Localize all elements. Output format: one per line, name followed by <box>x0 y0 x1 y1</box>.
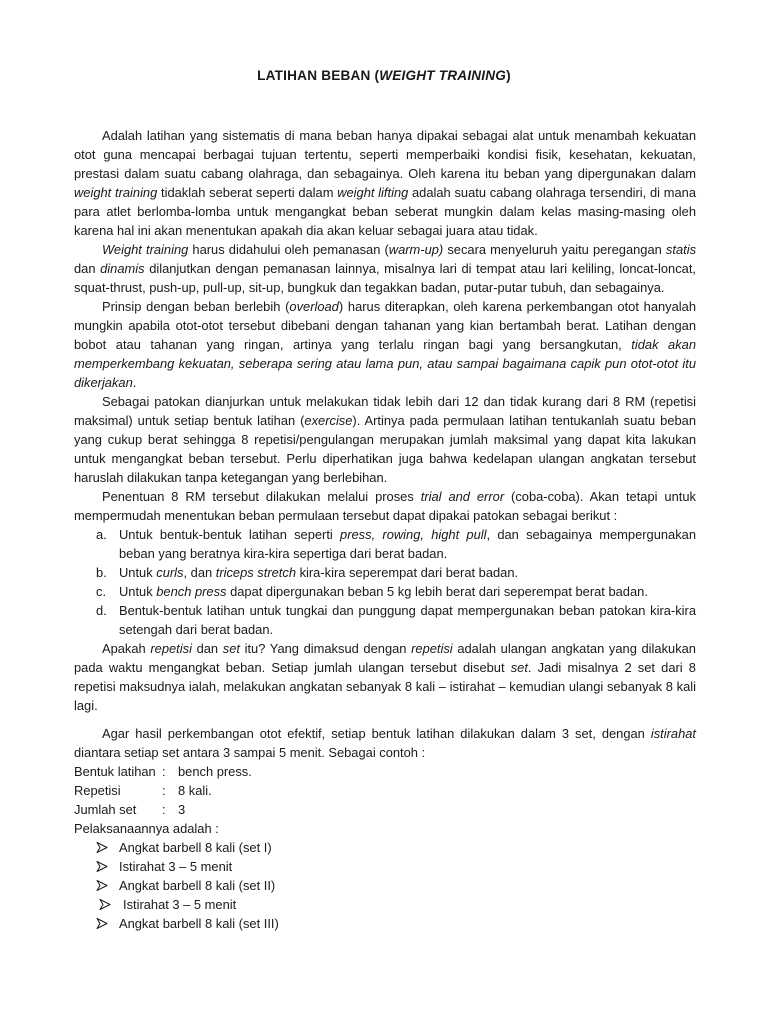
arrowhead-bullet-icon <box>96 861 108 872</box>
text-run: Adalah latihan yang sistematis di mana beban hanya dipakai sebagai alat untuk menambah kekuatan otot guna mencapai berbagai tujuan tertentu, seperti memperbaiki kondisi fisik, kesehatan, kekuatan, prestasi dalam suatu cabang olahraga, dan sebagainya. Oleh karena itu beban yang dipergunakan dalam <box>74 128 696 181</box>
example-colon: : <box>162 802 166 817</box>
example-key: Repetisi <box>74 783 121 798</box>
example-block <box>74 762 696 819</box>
list-marker: a. <box>96 527 107 542</box>
text-run: , dan <box>183 565 216 580</box>
italic-term: repetisi <box>150 641 192 656</box>
page-title <box>0 68 768 83</box>
text-run: dan <box>191 641 223 656</box>
paragraph-warm-up <box>74 240 696 297</box>
example-colon: : <box>162 764 166 779</box>
text-run: harus didahului oleh pemanasan ( <box>188 242 389 257</box>
arrowhead-bullet-icon <box>96 918 108 929</box>
step-item <box>74 876 696 895</box>
pelaksanaan-heading: Pelaksanaannya adalah : <box>74 821 219 836</box>
step-text: Angkat barbell 8 kali (set II) <box>119 878 276 893</box>
text-run: secara menyeluruh yaitu peregangan <box>443 242 666 257</box>
text-run: diantara setiap set antara 3 sampai 5 menit. Sebagai contoh : <box>74 745 426 760</box>
list-item <box>74 601 696 639</box>
step-item <box>74 895 696 914</box>
paragraph-overload <box>74 297 696 392</box>
italic-term: istirahat <box>650 726 696 741</box>
text-run: Sebagai patokan dianjurkan untuk melakukan tidak lebih dari 12 dan tidak kurang dari 8 RM (repetisi maksimal) untuk setiap bentuk latihan ( <box>74 394 696 428</box>
step-item <box>74 857 696 876</box>
text-run: Untuk <box>119 565 157 580</box>
example-value: bench press. <box>178 764 252 779</box>
text-run: ). Artinya pada permulaan latihan tentukanlah suatu beban yang cukup berat sehingga 8 repetisi/pengulangan merupakan jumlah maksimal yang dapat kita lakukan untuk mengangkat beban tersebut. Perlu diperhatikan juga bahwa kedelapan ulangan angkatan tersebut haruslah dilakukan tanpa ketegangan yang berlebihan. <box>74 413 696 485</box>
title-end-text: ) <box>506 68 511 83</box>
paragraph-repetisi-set <box>74 639 696 715</box>
example-value: 8 kali. <box>178 783 212 798</box>
text-run: ) harus diterapkan, oleh karena perkembangan otot hanyalah mungkin apabila otot-otot tersebut dibebani dengan tahanan yang kian bertambah berat. Latihan dengan bobot atau tahanan yang ringan, artinya yang terlalu ringan bagi yang bersangkutan, <box>74 299 697 352</box>
text-run: , dan sebagainya mempergunakan beban yang beratnya kira-kira sepertiga dari berat badan. <box>119 527 696 561</box>
arrowhead-bullet-icon <box>96 880 108 891</box>
text-run: . <box>132 375 137 390</box>
italic-term: weight lifting <box>337 185 409 200</box>
paragraph-rm-guideline <box>74 392 696 487</box>
list-marker: c. <box>96 584 107 599</box>
italic-term: dinamis <box>100 261 145 276</box>
text-run: (coba-coba). Akan tetapi untuk mempermudah menentukan beban permulaan tersebut dapat dipakai patokan sebagai berikut : <box>74 489 696 523</box>
title-text: LATIHAN BEBAN ( <box>257 68 380 83</box>
italic-term: Weight training <box>102 242 189 257</box>
example-key: Bentuk latihan <box>74 764 156 779</box>
italic-term: exercise <box>304 413 353 428</box>
step-text: Istirahat 3 – 5 menit <box>119 859 233 874</box>
list-item <box>74 582 696 601</box>
text-run: . Jadi misalnya 2 set dari 8 repetisi maksudnya ialah, melakukan angkatan sebanyak 8 kali – istirahat – kemudian ulangi sebanyak 8 kali lagi. <box>74 660 696 713</box>
text-run: itu? Yang dimaksud dengan <box>239 641 412 656</box>
example-row <box>74 781 696 800</box>
list-item <box>74 525 696 563</box>
text-run: adalah ulangan angkatan yang dilakukan pada waktu mengangkat beban. Setiap jumlah ulangan tersebut disebut <box>74 641 696 675</box>
step-text: Angkat barbell 8 kali (set III) <box>119 916 279 931</box>
italic-term: warm-up) <box>388 242 444 257</box>
text-run: dan <box>74 261 101 276</box>
step-item <box>74 914 696 933</box>
load-guideline-list <box>74 525 696 639</box>
step-text: Istirahat 3 – 5 menit <box>123 897 237 912</box>
steps-list <box>74 838 696 933</box>
list-marker: d. <box>96 603 107 618</box>
italic-term: set <box>510 660 528 675</box>
text-run: Bentuk-bentuk latihan untuk tungkai dan punggung dapat mempergunakan beban patokan kira-kira setengah dari berat badan. <box>119 603 696 637</box>
italic-term: bench press <box>156 584 227 599</box>
text-run: Untuk bentuk-bentuk latihan seperti <box>119 527 341 542</box>
list-marker: b. <box>96 565 107 580</box>
paragraph-definition <box>74 126 696 240</box>
paragraph-effective <box>74 724 696 762</box>
list-item <box>74 563 696 582</box>
example-value: 3 <box>178 802 186 817</box>
title-italic-text: WEIGHT TRAINING <box>379 68 507 83</box>
italic-term: repetisi <box>411 641 453 656</box>
example-key: Jumlah set <box>74 802 137 817</box>
italic-term: overload <box>289 299 339 314</box>
arrowhead-bullet-icon <box>99 899 111 910</box>
text-run: dapat dipergunakan beban 5 kg lebih berat dari seperempat berat badan. <box>226 584 648 599</box>
italic-term: tidak akan memperkembang kekuatan, seberapa sering atau lama pun, atau sampai bagaimana capik pun otot-otot itu dikerjakan <box>74 337 696 390</box>
text-run: Penentuan 8 RM tersebut dilakukan melalui proses <box>102 489 421 504</box>
example-row <box>74 800 696 819</box>
text-run: dilanjutkan dengan pemanasan lainnya, misalnya lari di tempat atau lari keliling, loncat-loncat, squat-thrust, push-up, pull-up, sit-up, bungkuk dan tegakkan badan, putar-putar tubuh, dan sebagainya. <box>74 261 696 295</box>
step-item <box>74 838 696 857</box>
arrowhead-bullet-icon <box>96 842 108 853</box>
text-run: Prinsip dengan beban berlebih ( <box>102 299 290 314</box>
italic-term: trial and error <box>420 489 505 504</box>
italic-term: press, rowing, hight pull <box>340 527 487 542</box>
italic-term: statis <box>665 242 697 257</box>
text-run: tidaklah seberat seperti dalam <box>157 185 338 200</box>
italic-term: triceps stretch <box>215 565 296 580</box>
document-body <box>74 126 696 933</box>
text-run: adalah suatu cabang olahraga tersendiri, di mana para atlet berlomba-lomba untuk mengangkat beban seberat mungkin dalam kelas masing-masing oleh karena hal ini akan menentukan apakah dia akan keluar sebagai juara atau tidak. <box>74 185 697 238</box>
text-run: Agar hasil perkembangan otot efektif, setiap bentuk latihan dilakukan dalam 3 set, dengan <box>102 726 651 741</box>
italic-term: curls <box>156 565 184 580</box>
italic-term: weight training <box>74 185 158 200</box>
text-run: Apakah <box>102 641 151 656</box>
example-row <box>74 762 696 781</box>
paragraph-trial-error <box>74 487 696 525</box>
step-text: Angkat barbell 8 kali (set I) <box>119 840 272 855</box>
text-run: Untuk <box>119 584 157 599</box>
italic-term: set <box>222 641 240 656</box>
example-colon: : <box>162 783 166 798</box>
text-run: kira-kira seperempat dari berat badan. <box>295 565 519 580</box>
